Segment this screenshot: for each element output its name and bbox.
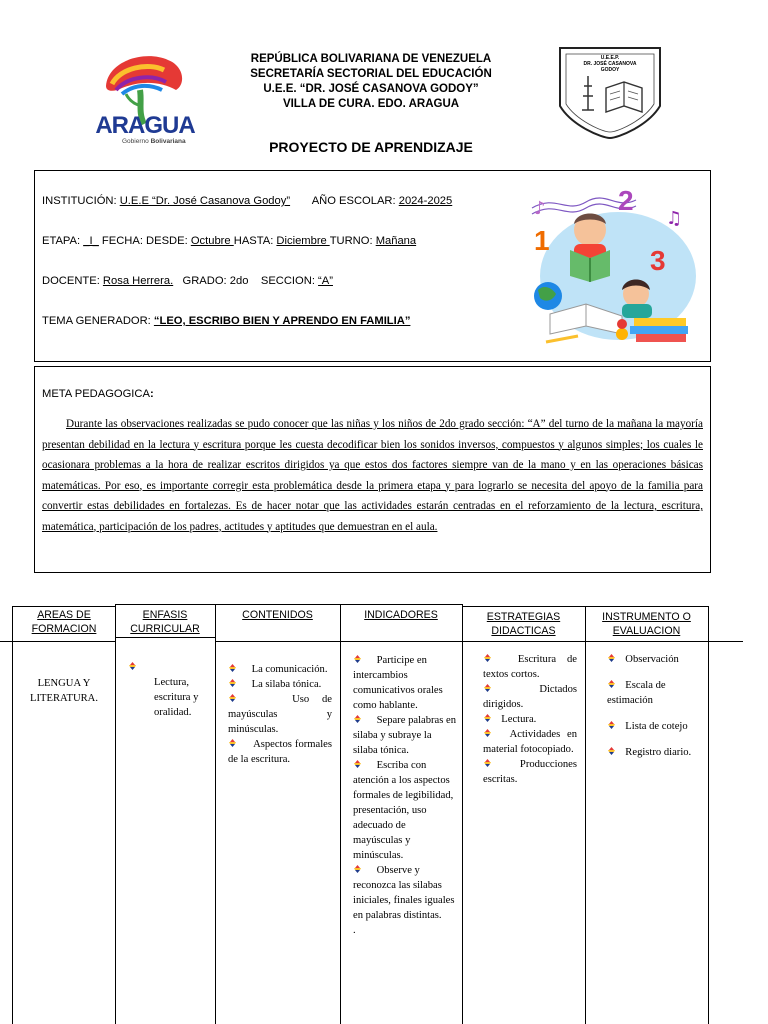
header-line: SECRETARÍA SECTORIAL DEL EDUCACIÓN	[250, 68, 492, 80]
etapa-line: ETAPA: _I_ FECHA: DESDE: Octubre HASTA: Diciembre TURNO: Mañana	[42, 235, 417, 247]
bullet-icon	[607, 678, 616, 686]
header-line: REPÚBLICA BOLIVARIANA DE VENEZUELA	[250, 53, 492, 65]
table-line	[0, 641, 12, 642]
tema-line: TEMA GENERADOR: “LEO, ESCRIBO BIEN Y APRENDO EN FAMILIA”	[42, 315, 411, 327]
svg-text:2: 2	[618, 185, 634, 216]
bullet-icon	[483, 682, 492, 690]
table-line	[12, 641, 115, 642]
docente-line: DOCENTE: Rosa Herrera. GRADO: 2do SECCION: “A”	[42, 275, 333, 287]
table-line	[115, 637, 215, 638]
table-line	[12, 606, 115, 607]
table-line	[340, 641, 462, 642]
cell-indicadores: Participe en intercambios comunicativos orales como hablante. Separe palabras en silaba y subraye la silaba tónica. Escriba con atención a los aspectos formales de legibilidad, presentación, uso adecuado de mayúsculas y minúsculas. Observe y reconozca las silabas iniciales, finales iguales en palabras distintas. .	[353, 655, 457, 936]
table-line	[462, 641, 585, 642]
table-line	[585, 641, 743, 642]
table-line	[115, 604, 215, 605]
etapa-value: _I_	[83, 235, 99, 247]
header-estrategias: ESTRATEGIAS DIDACTICAS	[486, 611, 561, 637]
table-line	[115, 604, 116, 1024]
svg-text:♫: ♫	[666, 208, 683, 229]
bullet-icon	[228, 737, 237, 745]
table-line	[462, 606, 585, 607]
table-line	[215, 604, 216, 1024]
bullet-icon	[483, 652, 492, 660]
cell-estrategias: Escritura de textos cortos. Dictados dirigidos. Lectura. Actividades en material fotocopiado. Producciones escritas.	[483, 654, 578, 785]
institucion-line: INSTITUCIÓN: U.E.E “Dr. José Casanova Godoy” AÑO ESCOLAR: 2024-2025	[42, 195, 453, 207]
meta-title: META PEDAGOGICA:	[42, 388, 154, 400]
header-indicadores: INDICADORES	[364, 609, 438, 621]
header-line: U.E.E. “DR. JOSÉ CASANOVA GODOY”	[263, 83, 479, 95]
svg-text:1: 1	[534, 225, 550, 256]
bullet-icon	[607, 652, 616, 660]
aragua-logo	[92, 46, 198, 152]
table-line	[585, 606, 586, 1024]
desde-value: Octubre	[190, 235, 234, 247]
bullet-icon	[228, 677, 237, 685]
docente-value: Rosa Herrera.	[102, 275, 174, 287]
header-instrumento: INSTRUMENTO O EVALUACION	[602, 611, 691, 637]
table-line	[462, 604, 463, 1024]
table-line	[585, 606, 708, 607]
bullet-icon	[353, 863, 362, 871]
institucion-value: U.E.E “Dr. José Casanova Godoy”	[119, 195, 291, 207]
table-line	[340, 604, 341, 1024]
table-line	[215, 604, 340, 605]
header-line: VILLA DE CURA. EDO. ARAGUA	[282, 98, 460, 110]
turno-value: Mañana	[375, 235, 417, 247]
kids-reading-icon	[526, 184, 700, 352]
seccion-value: “A”	[318, 275, 333, 287]
header-contenidos: CONTENIDOS	[242, 609, 313, 621]
aragua-word: ARAGUA	[95, 112, 195, 139]
tema-value: “LEO, ESCRIBO BIEN Y APRENDO EN FAMILIA”	[153, 315, 411, 327]
bullet-icon	[483, 727, 492, 735]
table-line	[708, 606, 709, 1024]
aragua-sub: Gobierno Bolivariana	[122, 138, 186, 145]
bullet-icon	[353, 713, 362, 721]
anio-escolar-value: 2024-2025	[398, 195, 453, 207]
school-seal	[558, 46, 662, 140]
table-line	[12, 606, 13, 1024]
table-line	[215, 641, 340, 642]
svg-text:3: 3	[650, 245, 666, 276]
seal-text: U.E.E.P. DR. JOSÉ CASANOVA GODOY	[583, 55, 637, 73]
cell-instrumentos: Observación Escala de estimación Lista de cotejo Registro diario.	[607, 654, 692, 758]
header-areas: AREAS DE FORMACION	[31, 609, 97, 635]
bullet-icon	[353, 653, 362, 661]
children-reading-illustration	[526, 184, 700, 352]
header-enfasis: ENFASIS CURRICULAR	[130, 609, 200, 635]
meta-body: Durante las observaciones realizadas se pudo conocer que las niñas y los niños de 2do grado sección: “A” del turno de la mañana la mayoría presentan debilidad en la lectura y escritura porque les cuesta decodificar bien los sonidos inversos, compuestos y algunos simples; los cuales le ocasionara problemas a la hora de realizar escritos dirigidos ya que estos dos factores siempre van de la mano y en las operaciones básicas matemáticas. Por eso, es importante corregir esta problemática desde la primera etapa y para lograrlo se necesita del apoyo de la familia para convertir estas debilidades en fortalezas. Es de hacer notar que las actividades estarán centradas en el reforzamiento de la lectura, escritura, matemática, participación de los padres, actitudes y aptitudes que demuestran en el aula.	[42, 418, 703, 533]
cell-contenidos: La comunicación. La silaba tónica. Uso de mayúsculas y minúsculas. Aspectos formales de la escritura.	[228, 664, 333, 765]
bullet-icon	[607, 745, 616, 753]
cell-enfasis: Lectura, escritura y oralidad.	[128, 660, 210, 720]
bullet-icon	[483, 757, 492, 765]
header-lines	[210, 52, 532, 112]
cell-area: LENGUA Y LITERATURA.	[30, 678, 98, 704]
bullet-icon	[228, 692, 237, 700]
page-title: PROYECTO DE APRENDIZAJE	[269, 139, 473, 155]
bullet-icon	[353, 758, 362, 766]
bullet-icon	[128, 660, 137, 668]
table-line	[340, 604, 462, 605]
bullet-icon	[228, 662, 237, 670]
bullet-icon	[607, 719, 616, 727]
hasta-value: Diciembre	[276, 235, 330, 247]
bullet-icon	[483, 712, 492, 720]
svg-text:♪: ♪	[534, 198, 546, 219]
